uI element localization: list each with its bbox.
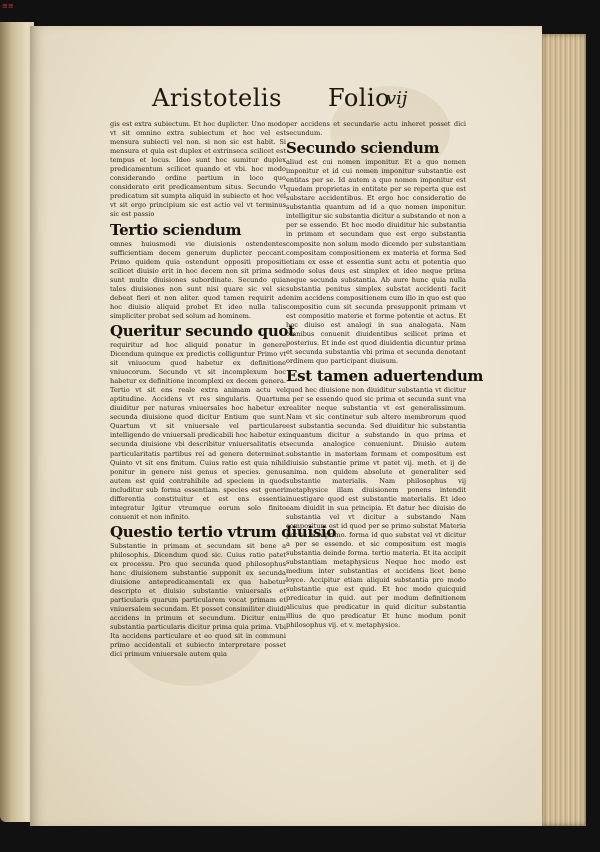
page-stack-edge xyxy=(542,34,586,826)
section-heading: Tertio sciendum xyxy=(110,220,242,239)
paragraph: requiritur ad hoc aliquid ponatur in genere Dicendum quinque ex predictis colliguntur Primo vt sit vniuocum quod habetur ex definitione vniuocorum. Secundo vt sit incomplexum hoc habetur ex definitione incomplexi ex decem genera. Tertio vt sit ens reale extra animam actu vel aptitudine. Accidens vt res singularis. Quartum diuiditur per naturas vniuersales hoc habetur ex secunda diuisione quod dicitur Entium que sunt. Quartum vt sit vniuersale vel particulare intelligendo de vniuersali predicabili hoc habetur ex secunda diuisione vbi describitur vniuersalitatis et particularitatis partibus rei ad genera determinat. Quinto vt sit ens finitum. Cuius ratio est quia nihil ponitur in genere nisi genus et species. genus autem est quid contrahibile ad speciem in quod includitur sub forma essentiam. species est generi differentia constituitur et est ens essentia integratur Igitur vtrumque eorum solo finito conuenit et non infinito. xyxy=(110,340,286,521)
section-heading: Est tamen aduertendum xyxy=(286,367,484,386)
paragraph: aliud est cui nomen imponitur. Et a quo nomen imponitur et id cui nomen imponitur substantie est entitas per se. Id autem a quo nomen imponitur est quedam proprietas in entitate per se reperta que est substare accidentibus. Et ergo hoc consideratio de substantia quantum ad id a quo nomen imponitur. intelligitur sic substantia dicitur a substando et non a per se essendo. Et hoc modo diuiditur hic substantia in primam et secundam que est ergo substantia composite non solum modo dicendo per substantiam compositam compositionem ex materia et forma Sed etiam ex esse et essentia sunt actu et potentia quo modo solus deus est simplex et ideo neque prima neque secunda substantia. Ab aure hunc quia nulla substantia penitus simplex substat accidenti facit enim accidens compositionem cum illo in quo est que compositio cum sit secunda presupponit primam vt est compositio materie et forme potentie et actus. Et hoc diuiso est analogi in sua analogata. Nam omnibus conuenit diuidentibus scilicet prima et posterius. Et inde est quod diuidentia dicuntur prima et secunda substantia vbi prima et secunda denotant ordinem quo participant diuisum. xyxy=(286,158,466,366)
paragraph: per accidens et secundarie actu inheret posset dici secundum. xyxy=(286,120,466,138)
right-text-column xyxy=(286,120,484,630)
section-heading: Secundo sciendum xyxy=(286,139,440,158)
paragraph: Substantie in primam et secundam sit bene a philosophis. Dicendum quod sic. Cuius ratio patet ex processu. Pro quo secunda quod philosophus hanc diuisionem substantie supponit ex secunda diuisione antepredicamentali ex qua habetur descripto et diuisio substantie vniuersalis et particularis quarum particularem vocat primam et vniuersalem secundam. Et posset consimiliter diuidi accidens in primum et secundum. Dicitur enim substantia particularis dicitur prima quia prima. Vbi Ita accidens particulare et eo quod sit in communi primo accidentali et subiecto interpretare posset dici primum vniuersale autem quia xyxy=(110,541,286,659)
paragraph: gis est extra subiectum. Et hoc duplicter. Uno modo vt sit omnino extra subiectum et hoc vel est mensura subiecti vel non. si non sic est habit. Si mensura et quia est duplex et extrinseca scilicet est tempus et locus. Ideo sunt hoc sumitur duplex predicamentum scilicet quando et vbi. hoc modo considerando ordine partium in loco quo considerato erit predicamentum situs. Secundo vt predicatum sit sumpta aliquid in subiecto et hoc vel vt sit ergo principium sic est actio vel vt terminus sic est passio xyxy=(110,120,286,219)
paragraph: omnes huiusmodi vie diuisionis ostendentes sufficientiam decem generum duplicter peccant. Primo quidem quia ostendunt oppositi propositi scilicet diuisio erit in hoc decem non sit prima sed sunt multe diuisiones subordinate. Secundo quia tales diuisiones non sunt nisi quare sic vel sic debeat fieri et non aliter. quod tamen requirit ad hoc diuisio aliquid probet Et ideo nulla talis simpliciter probat sed solum ad hominem. xyxy=(110,239,286,320)
running-head-folio: Folio xyxy=(328,84,391,112)
section-heading: Questio tertio vtrum diuisio xyxy=(110,522,337,541)
running-head-author: Aristotelis xyxy=(152,84,282,112)
left-page-edge xyxy=(0,22,34,822)
left-text-column xyxy=(110,120,337,659)
section-heading: Queritur secundo quot xyxy=(110,321,295,340)
scan-marker: ≡≡ xyxy=(2,2,14,10)
paragraph: quod hec diuisione non diuiditur substantia vt dicitur a per se essendo quod sic prima et secunda sunt vna realiter neque substantia vt est generalissimum. Nam vt sic continetur sub altero membrorum quod est substantia secunda. Sed diuiditur hic substantia inquantum dicitur a substando in quo prima et secunda analogice conueniunt. Diuisio autem substantie in materiam formam et compositum est diuisio substantie prime vt patet vij. meth. et ij de anima. non quidem absolute et generaliter sed substantie materialis. Nam philosophus vij metaphysice illam diuisionem ponens intendit inuestigare quod est substantie materialis. Et ideo eam diuidit in sua principia. Et datur hec diuisio de substantia vel vt dicitur a substando Nam compositum est id quod per se primo substat Materia per se non primo. forma id quo substat vel vt dicitur a per se essendo. et sic compositum est magis substantia deinde forma. tertio materia. Et ita accipit substantiam metaphysicus Neque hoc modo est medium inter substantias et accidens licet bene loyce. Accipitur etiam aliquid substantia pro modo substantie que est quid. Et hoc modo quicquid predicatur in quid. aut per modum definitionem alicuius que predicatur in quid dicitur substantia illius de quo predicatur Et hunc modum ponit philosophus vij. et v. metaphysice. xyxy=(286,386,466,630)
folio-number: vij xyxy=(386,88,408,109)
